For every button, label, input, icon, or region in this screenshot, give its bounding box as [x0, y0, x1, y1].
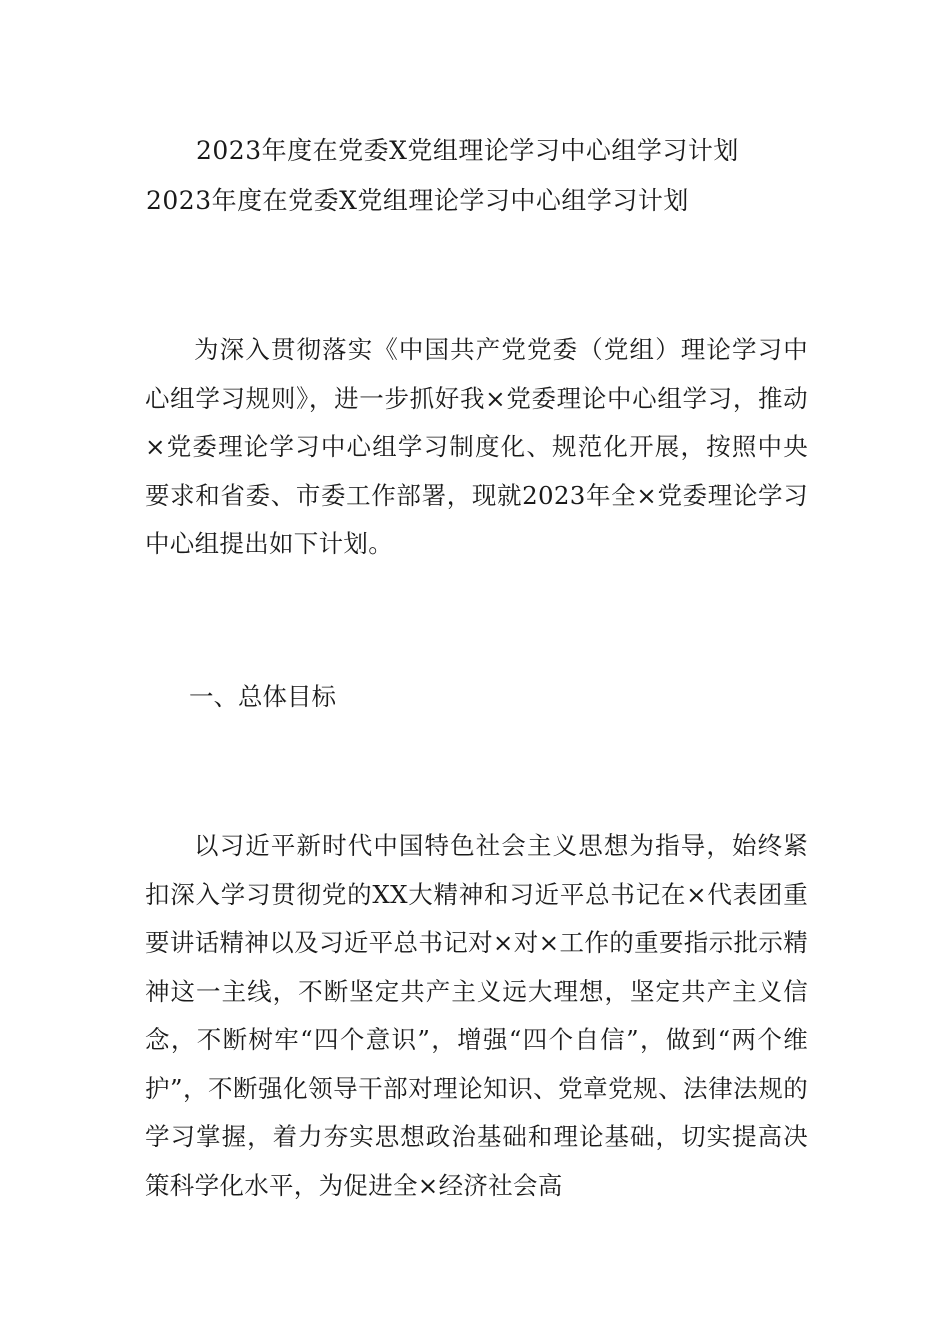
document-title: 2023年度在党委X党组理论学习中心组学习计划 [196, 136, 739, 165]
section-paragraph-overall-goals: 以习近平新时代中国特色社会主义思想为指导，始终紧扣深入学习贯彻党的XX大精神和习近平总书记在×代表团重要讲话精神以及习近平总书记对×对×工作的重要指示批示精神这一主线，不断坚定共产主义远大理想，坚定共产主义信念，不断树牢“四个意识”，增强“四个自信”，做到“两个维护”，不断强化领导干部对理论知识、党章党规、法律法规的学习掌握，着力夯实思想政治基础和理论基础，切实提高决策科学化水平，为促进全×经济社会高 [145, 831, 808, 1200]
section-heading-overall-goals: 一、总体目标 [189, 682, 336, 711]
document-title-repeat: 2023年度在党委X党组理论学习中心组学习计划 [146, 186, 689, 215]
intro-paragraph: 为深入贯彻落实《中国共产党党委（党组）理论学习中心组学习规则》，进一步抓好我×党委理论中心组学习，推动×党委理论学习中心组学习制度化、规范化开展，按照中央要求和省委、市委工作部署，现就2023年全×党委理论学习中心组提出如下计划。 [145, 335, 808, 558]
